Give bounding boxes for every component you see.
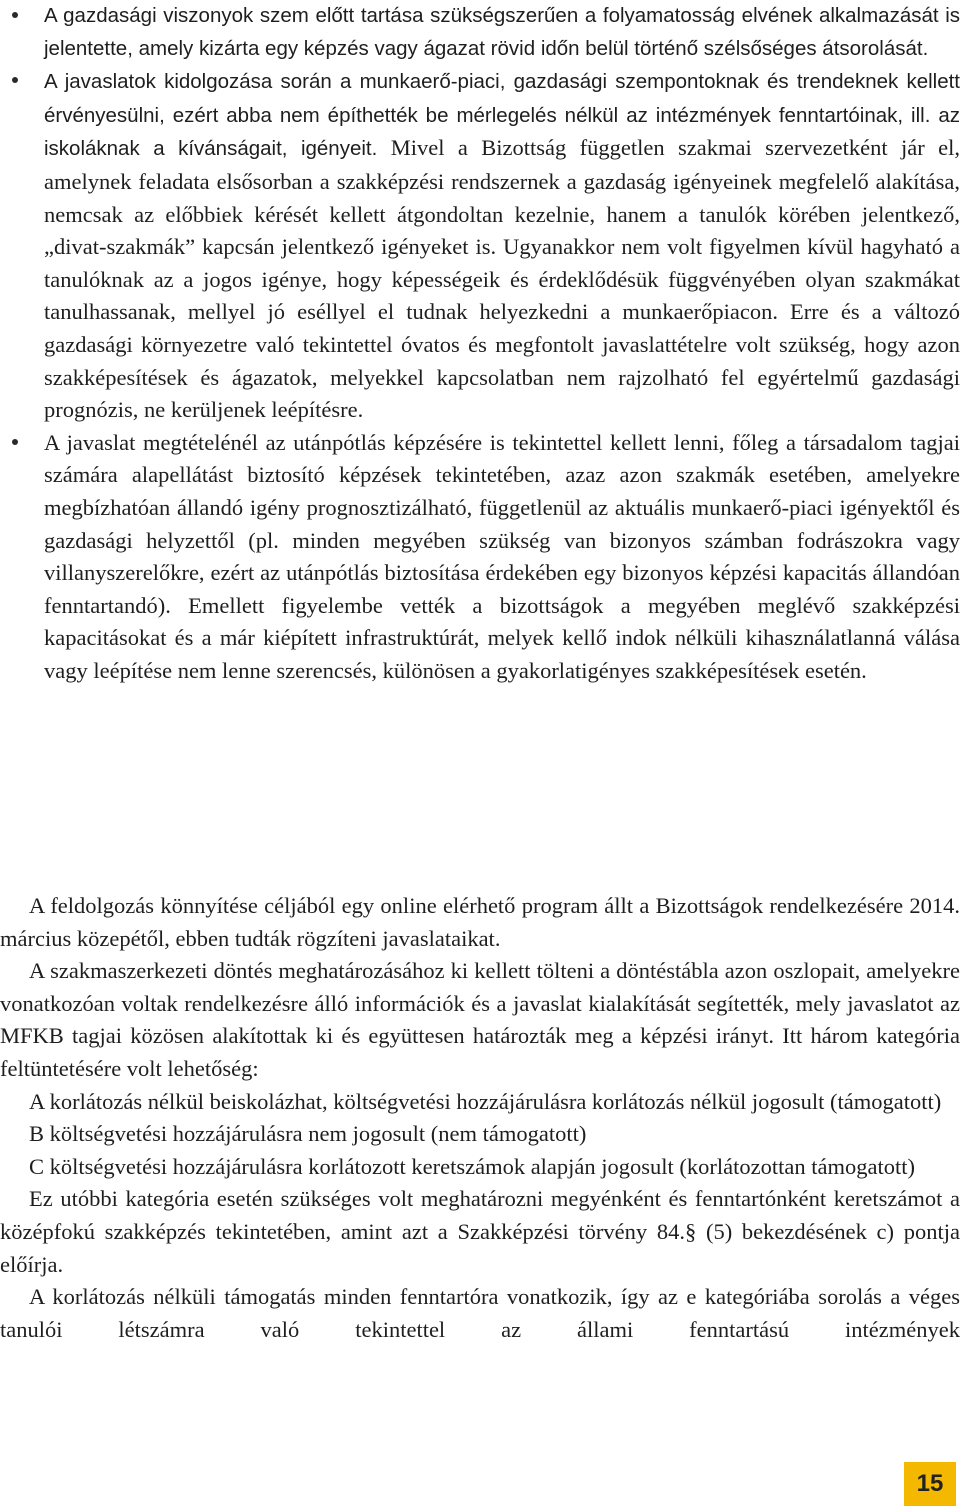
page-number: 15 xyxy=(904,1462,956,1506)
bullet-dot-icon xyxy=(12,439,18,445)
paragraph-quota: Ez utóbbi kategória esetén szükséges volt meghatározni megyénként és fenntartónként keretszámot a középfokú szakképzés tekintetében, amint azt a Szakképzési törvény 84.§ (5) bekezdésének c) pontja előírja. xyxy=(0,1186,960,1277)
paragraph-online-program: A feldolgozás könnyítése céljából egy online elérhető program állt a Bizottságok rendelkezésére 2014. március közepétől, ebben tudták rögzíteni javaslataikat. xyxy=(0,893,960,951)
category-c: C költségvetési hozzájárulásra korlátozott keretszámok alapján jogosult (korlátozottan támogatott) xyxy=(29,1153,915,1179)
bullet-dot-icon xyxy=(12,12,18,18)
bullet-text xyxy=(44,65,960,427)
bullet-text: A javaslat megtételénél az utánpótlás képzésére is tekintettel kellett lenni, főleg a társadalom tagjai számára alapellátást biztosító képzések tekintetében, azaz azon szakmák esetében, amelyekre megbízhatóan állandó igény prognosztizálható, függetlenül az aktuális munkaerő-piaci igényektől és gazdasági helyzettől (pl. minden megyében szükség van bizonyos számban fodrászokra vagy villanyszerelőkre, ezért az utánpótlás biztosítása érdekében egy bizonyos képzési kapacitás állandóan fenntartandó). Emellett figyelembe vették a bizottságok a megyében meglévő szakképzési kapacitásokat és a már kiépített infrastruktúrát, melyek kellő indok nélküli kihasználatlanná válása vagy leépítése nem lenne szerencsés, különösen a gyakorlatigényes szakképesítések esetén. xyxy=(44,429,960,683)
bullet-list xyxy=(0,0,960,687)
body-text xyxy=(0,890,960,1346)
paragraph-unrestricted-support: A korlátozás nélküli támogatás minden fenntartóra vonatkozik, így az e kategóriába sorolás a véges tanulói létszámra való tekintettel az állami fenntartású intézmények xyxy=(0,1284,960,1342)
bullet-item-economic-conditions xyxy=(0,0,960,65)
bullet-item-succession-training xyxy=(0,427,960,688)
category-b: B költségvetési hozzájárulásra nem jogosult (nem támogatott) xyxy=(29,1121,587,1147)
category-a: A korlátozás nélkül beiskolázhat, költségvetési hozzájárulásra korlátozás nélkül jogosult (támogatott) xyxy=(29,1088,942,1114)
bullet-text-sans-part: A javaslatok kidolgozása során a munkaerő-piaci, gazdasági szempontoknak és trendeknek kellett érvényesülni, ezért abba nem építhették be mérlegelés nélkül az intézmények fenntartóinak, ill. az iskoláknak a kívánságait, igényeit. xyxy=(44,70,960,161)
bullet-text-serif-part: Mivel a Bizottság független szakmai szervezetként jár el, amelynek feladata elsősorban a szakképzési rendszernek a gazdaság igényeinek megfelelő alakítása, nemcsak az előbbiek kérését kellett átgondoltan kezelnie, hanem a tanulók körében jelentkező, „divat-szakmák” kapcsán jelentkező igényeket is. Ugyanakkor nem volt figyelmen kívül hagyható a tanulóknak az a jogos igénye, hogy képességeik és érdeklődésük függvényében olyan szakmákat tanulhassanak, mellyel jó eséllyel el tudnak helyezkedni a munkaerőpiacon. Erre és a változó gazdasági környezetre való tekintettel óvatos és megfontolt javaslattételre volt szükség, hogy azon szakképesítések és ágazatok, melyekkel kapcsolatban nem rajzolható fel egyértelmű gazdasági prognózis, ne kerüljenek leépítésre. xyxy=(44,135,960,423)
bullet-text: A gazdasági viszonyok szem előtt tartása szükségszerűen a folyamatosság elvének alkalmazását is jelentette, amely kizárta egy képzés vagy ágazat rövid időn belül történő szélsőséges átsorolását. xyxy=(44,4,960,60)
paragraph-decision-table: A szakmaszerkezeti döntés meghatározásához ki kellett tölteni a döntéstábla azon oszlopait, amelyekre vonatkozóan voltak rendelkezésre álló információk és a javaslat kialakítását segítették, mely javaslatot az MFKB tagjai közösen alakítottak ki és együttesen határozták meg a képzési irányt. Itt három kategória feltüntetésére volt lehetőség: xyxy=(0,958,960,1081)
bullet-item-labor-market xyxy=(0,65,960,427)
bullet-dot-icon xyxy=(12,77,18,83)
